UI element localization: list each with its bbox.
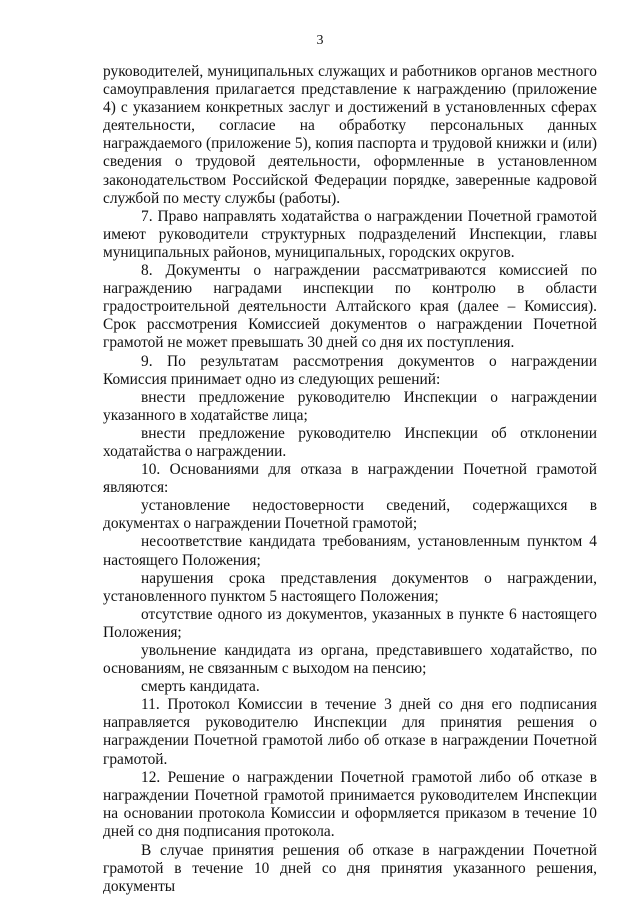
refusal-ground-unreliable-info: установление недостоверности сведений, содержащихся в документах о награждении Почетной грамотой; <box>103 497 597 533</box>
document-body <box>103 63 597 896</box>
refusal-ground-missing-document: отсутствие одного из документов, указанных в пункте 6 настоящего Положения; <box>103 605 597 641</box>
refusal-ground-nonconformity: несоответствие кандидата требованиям, установленным пунктом 4 настоящего Положения; <box>103 533 597 569</box>
page-number: 3 <box>316 33 324 48</box>
paragraph-7-right-to-petition: 7. Право направлять ходатайства о награждении Почетной грамотой имеют руководители структурных подразделений Инспекции, главы муниципальных районов, муниципальных, городских округов. <box>103 207 597 261</box>
decision-option-award: внести предложение руководителю Инспекции о награждении указанного в ходатайстве лица; <box>103 388 597 424</box>
paragraph-attachments-continued: руководителей, муниципальных служащих и работников органов местного самоуправления прилагается представление к награждению (приложение 4) с указанием конкретных заслуг и достижений в установленных сферах деятельности, согласие на обработку персональных данных награждаемого (приложение 5), копия паспорта и трудовой книжки и (или) сведения о трудовой деятельности, оформленные в установленном законодательством Российской Федерации порядке, заверенные кадровой службой по месту службы (работы). <box>103 63 597 207</box>
paragraph-refusal-case: В случае принятия решения об отказе в награждении Почетной грамотой в течение 10 дней со дня принятия указанного решения, документы <box>103 842 597 896</box>
refusal-ground-death: смерть кандидата. <box>141 678 260 696</box>
paragraph-9-commission-decisions: 9. По результатам рассмотрения документов о награждении Комиссия принимает одно из следующих решений: <box>103 352 597 388</box>
paragraph-11-protocol: 11. Протокол Комиссии в течение 3 дней со дня его подписания направляется руководителю Инспекции для принятия решения о награждении Почетной грамотой либо об отказе в награждении Почетной грамотой. <box>103 696 597 768</box>
paragraph-12-decision-order: 12. Решение о награждении Почетной грамотой либо об отказе в награждении Почетной грамотой принимается руководителем Инспекции на основании протокола Комиссии и оформляется приказом в течение 10 дней со дня подписания протокола. <box>103 768 597 840</box>
paragraph-10-refusal-grounds: 10. Основаниями для отказа в награждении Почетной грамотой являются: <box>103 461 597 497</box>
decision-option-reject: внести предложение руководителю Инспекции об отклонении ходатайства о награждении. <box>103 424 597 460</box>
refusal-ground-dismissal: увольнение кандидата из органа, представившего ходатайство, по основаниям, не связанным с выходом на пенсию; <box>103 642 597 678</box>
refusal-ground-deadline: нарушения срока представления документов о награждении, установленного пунктом 5 настоящего Положения; <box>103 569 597 605</box>
paragraph-8-commission-review: 8. Документы о награждении рассматриваются комиссией по награждению наградами инспекции по контролю в области градостроительной деятельности Алтайского края (далее – Комиссия). Срок рассмотрения Комиссией документов о награждении Почетной грамотой не может превышать 30 дней со дня их поступления. <box>103 262 597 352</box>
